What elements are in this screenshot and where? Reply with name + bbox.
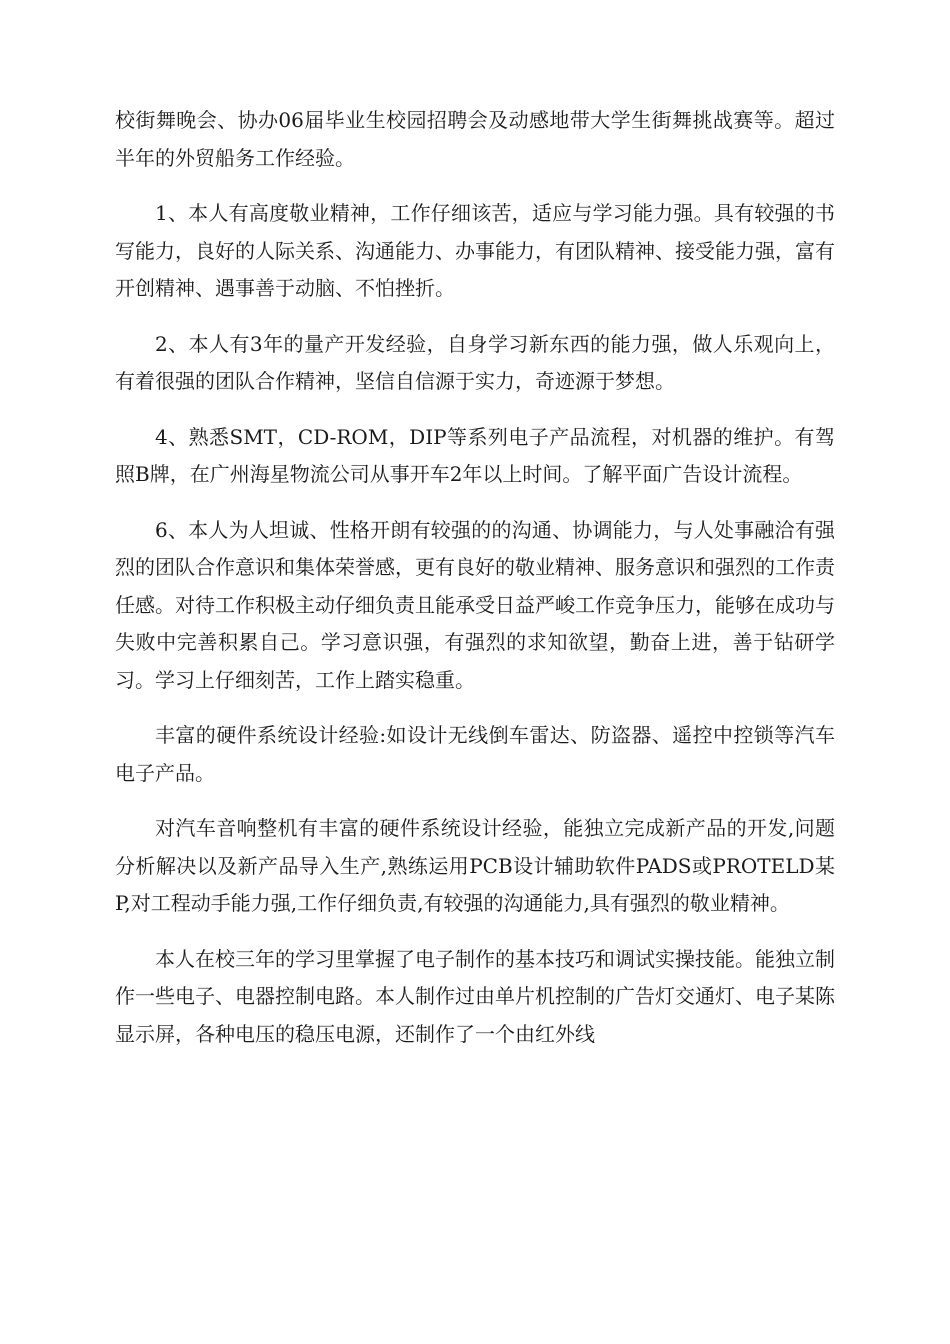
paragraph-hardware-experience: 丰富的硬件系统设计经验:如设计无线倒车雷达、防盗器、遥控中控锁等汽车电子产品。 (115, 723, 835, 785)
paragraph-school-study: 本人在校三年的学习里掌握了电子制作的基本技巧和调试实操技能。能独立制作一些电子、电器控制电路。本人制作过由单片机控制的广告灯交通灯、电子某陈显示屏，各种电压的稳压电源，还制作了一个由红外线 (115, 946, 835, 1046)
paragraph-car-audio: 对汽车音响整机有丰富的硬件系统设计经验，能独立完成新产品的开发,问题分析解决以及新产品导入生产,熟练运用PCB设计辅助软件PADS或PROTELD某P,对工程动手能力强,工作仔细负责,有较强的沟通能力,具有强烈的敬业精神。 (115, 816, 835, 915)
paragraph-item-6: 6、本人为人坦诚、性格开朗有较强的的沟通、协调能力，与人处事融洽有强烈的团队合作意识和集体荣誉感，更有良好的敬业精神、服务意识和强烈的工作责任感。对待工作积极主动仔细负责且能承受日益严峻工作竞争压力，能够在成功与失败中完善积累自己。学习意识强，有强烈的求知欲望，勤奋上进，善于钻研学习。学习上仔细刻苦，工作上踏实稳重。 (115, 517, 835, 692)
paragraph-item-1: 1、本人有高度敬业精神，工作仔细该苦，适应与学习能力强。具有较强的书写能力，良好的人际关系、沟通能力、办事能力，有团队精神、接受能力强，富有开创精神、遇事善于动脑、不怕挫折。 (115, 201, 835, 300)
paragraph-item-4: 4、熟悉SMT，CD-ROM，DIP等系列电子产品流程，对机器的维护。有驾照B牌，在广州海星物流公司从事开车2年以上时间。了解平面广告设计流程。 (115, 424, 835, 486)
paragraph-item-2: 2、本人有3年的量产开发经验，自身学习新东西的能力强，做人乐观向上，有着很强的团队合作精神，坚信自信源于实力，奇迹源于梦想。 (115, 331, 835, 393)
document-body (115, 102, 835, 1071)
paragraph-continuation: 校街舞晚会、协办06届毕业生校园招聘会及动感地带大学生街舞挑战赛等。超过半年的外贸船务工作经验。 (115, 108, 835, 170)
